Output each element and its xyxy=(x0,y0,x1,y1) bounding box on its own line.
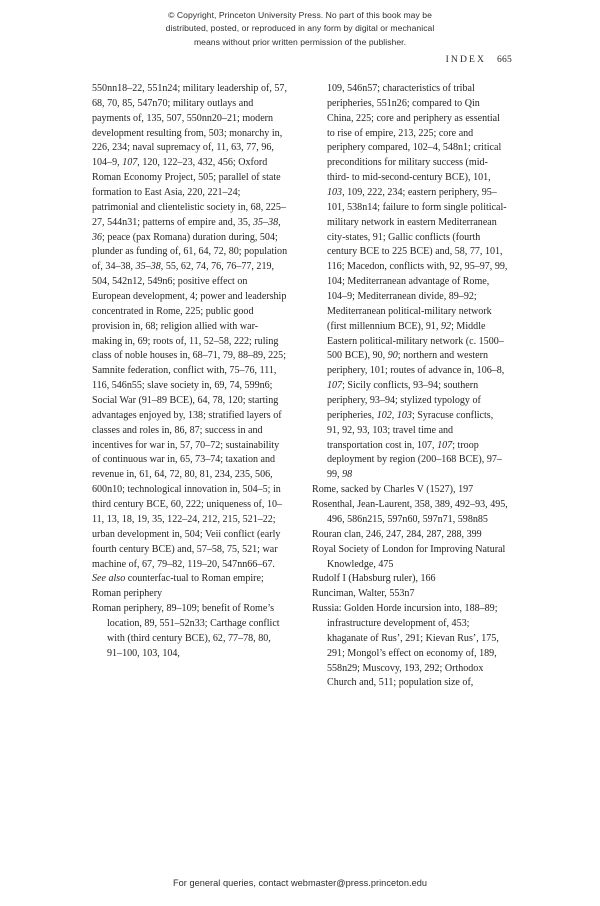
page-number: 665 xyxy=(497,54,512,65)
running-head-label: INDEX xyxy=(445,54,487,65)
index-entry-roman-periphery-continued: 109, 546n57; characteristics of tribal peripheries, 551n26; compared to Qin China, 225; core and periphery as essential to rise of empire, 213, 225; core and periphery compared, 102–4, 548n1; critical preconditions for military success (mid-third- to mid-second-century BCE), 101, 103, 109, 222, 234; eastern periphery, 95–101, 538n14; failure to form single political-military network in eastern Mediterranean city-states, 91; Gallic conflicts (fourth century BCE to 225 BCE) and, 58, 77, 101, 116; Macedon, conflicts with, 92, 95–97, 99, 104; Mediterranean advantage of Rome, 104–9; Mediterranean divide, 89–92; Mediterranean political-military network (first millennium BCE), 91, 92; Middle Eastern political-military network (c. 1500–500 BCE), 90, 90; northern and western periphery, 101; routes of advance in, 106–8, 107; Sicily conflicts, 93–94; southern periphery, 93–94; stylized typology of peripheries, 102, 103; Syracuse conflicts, 91, 92, 93, 103; travel time and transportation cost in, 107, 107; troop deployment by region (200–168 BCE), 97–99, 98 xyxy=(327,83,508,481)
index-column-left xyxy=(92,82,288,662)
index-entry-rouran-clan: Rouran clan, 246, 247, 284, 287, 288, 399 xyxy=(312,528,482,540)
index-entry-rudolf-i: Rudolf I (Habsburg ruler), 166 xyxy=(312,573,436,585)
index-entry-roman-periphery: Roman periphery, 89–109; benefit of Rome’s location, 89, 551–52n33; Carthage conflict with (third century BCE), 62, 77–78, 80, 91–100, 103, 104, xyxy=(92,603,280,659)
copyright-notice xyxy=(100,9,500,49)
index-entry-roman-empire-continued: 550nn18–22, 551n24; military leadership of, 57, 68, 70, 85, 547n70; military outlays and payments of, 135, 507, 550nn20–21; modern development resulting from, 503; monarchy in, 226, 234; naval supremacy of, 11, 63, 77, 96, 104–9, 107, 120, 122–23, 432, 456; Oxford Roman Economy Project, 505; parallel of state formation to East Asia, 220, 221–24; patrimonial and clientelistic society in, 68, 225–27, 544n31; patterns of empire and, 35, 35–38, 36; peace (pax Romana) duration during, 504; plunder as funding of, 61, 64, 72, 80; population of, 34–38, 35–38, 55, 62, 74, 76, 76–77, 219, 504, 542n12, 549n6; positive effect on European development, 4; power and leadership concentrated in Rome, 225; public good provision in, 68; religion allied with war-making in, 69; roots of, 11, 52–58, 222; ruling class of noble houses in, 68–71, 79, 88–89, 225; Samnite federation, conflict with, 75–76, 111, 116, 546n55; slave society in, 69, 74, 599n6; Social War (91–89 BCE), 64, 78, 120; starting advantages enjoyed by, 138; stratified layers of classes and roles in, 86, 87; success in and incentives for war in, 57, 70–72; sustainability of continuous war in, 65, 73–74; taxation and revenue in, 61, 64, 72, 80, 81, 234, 235, 506, 600n10; technological innovation in, 504–5; in third century BCE, 60, 222; uniqueness of, 10–11, 13, 18, 19, 35, 122–24, 212, 215, 521–22; urban development in, 504; Veii conflict (early fourth century BCE) and, 57–58, 75, 521; war machine of, 67, 79–82, 119–20, 547nn66–67. See also counterfac-tual to Roman empire; Roman periphery xyxy=(92,83,288,600)
copyright-line-1: © Copyright, Princeton University Press. No part of this book may be xyxy=(168,10,432,20)
index-column-right xyxy=(312,82,508,691)
running-head xyxy=(0,54,512,65)
copyright-line-3: means without prior written permission of the publisher. xyxy=(193,36,407,47)
index-entry-russia: Russia: Golden Horde incursion into, 188–89; infrastructure development of, 453; khaganate of Rus’, 291; Kievan Rus’, 175, 291; Mongol’s effect on economy of, 189, 558n29; Muscovy, 193, 292; Orthodox Church and, 511; population size of, xyxy=(312,603,499,689)
index-entry-rome-sacked: Rome, sacked by Charles V (1527), 197 xyxy=(312,484,474,496)
index-entry-royal-society: Royal Society of London for Improving Natural Knowledge, 475 xyxy=(312,543,506,570)
footer-queries-line: For general queries, contact webmaster@press.princeton.edu xyxy=(172,878,428,888)
copyright-line-2: distributed, posted, or reproduced in any form by digital or mechanical xyxy=(165,23,435,34)
index-entry-runciman: Runciman, Walter, 553n7 xyxy=(312,588,415,600)
index-entry-rosenthal: Rosenthal, Jean-Laurent, 358, 389, 492–93, 495, 496, 586n215, 597n60, 597n71, 598n85 xyxy=(312,499,508,525)
index-columns xyxy=(0,82,600,812)
